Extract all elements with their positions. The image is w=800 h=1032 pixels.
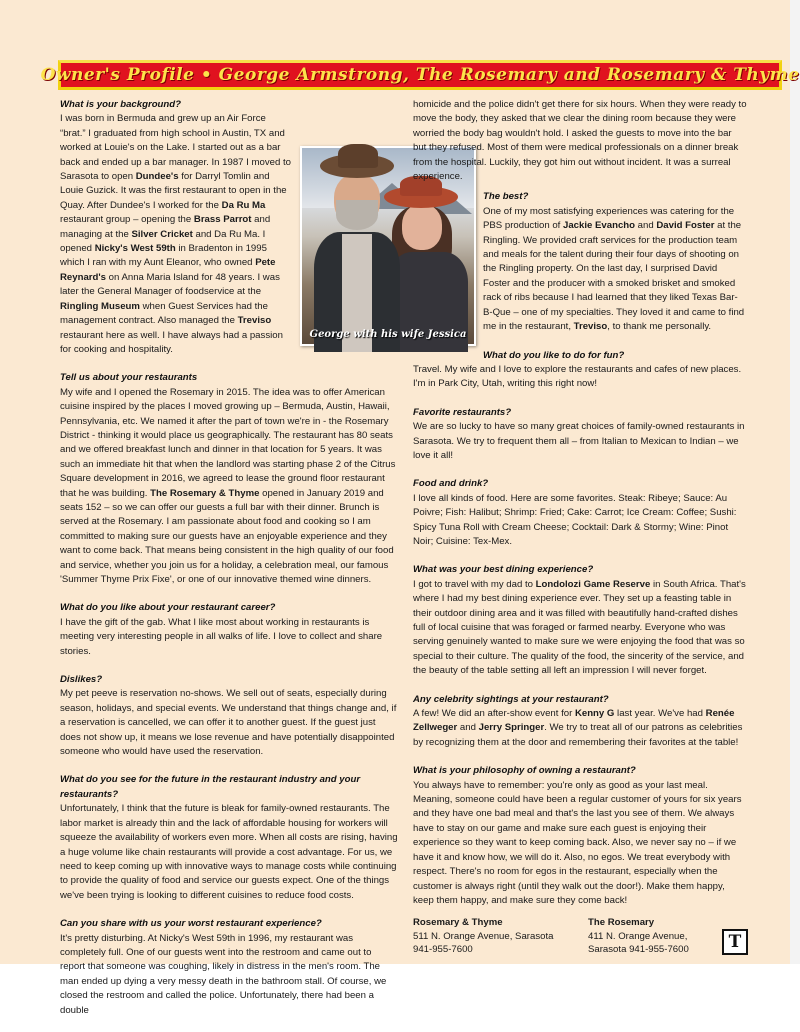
question-heading: Dislikes? — [60, 674, 103, 686]
answer-paragraph: We are so lucky to have so many great choices of family-owned restaurants in Sarasota. We try to frequent them all – from Italian to Mexican to Indian – we love it all! — [413, 421, 745, 461]
left-column — [60, 98, 398, 1032]
question-heading: Any celebrity sightings at your restaurant? — [413, 693, 609, 705]
answer-paragraph: My wife and I opened the Rosemary in 2015. The idea was to offer American cuisine inspired by the places I moved growing up – Bermuda, Austin, Hawaii, Pennsylvania, etc. We named it after the part of town we're in - the Rosemary District - thinking it would place us geographically. The restaurant has 80 seats and we offered breakfast lunch and dinner in that location for 5 years. It was such an immediate hit that when the landlord was starting phase 2 of the Citrus Square development in 2016, we agreed to lease the ground floor restaurant that he was building. The Rosemary & Thyme opened in January 2019 and seats 152 – so we can offer our guests a full bar with their dinner. Brunch is served at the Rosemary. I am passionate about food and cooking so I am committed to making sure our guests have an enjoyable experience and they want to come back. That means being consistent in the high quality of our food and service, whether you join us for a holiday, a celebration meal, our famous 'Summer Thyme Prix Fixe', or one of our innovative themed wine dinners. — [60, 386, 396, 585]
address-line: 511 N. Orange Avenue, Sarasota — [413, 930, 554, 942]
question-heading: Favorite restaurants? — [413, 406, 512, 418]
question-heading: What do you like about your restaurant career? — [60, 602, 276, 614]
answer-text: I was born in Bermuda and grew up an Air Force “brat.” I graduated from high school in Austin, TX and worked at Louie's on the Lake. I started out as a bar back and ended up a bar manager. In 1987 I moved to Sarasota to open Dundee's for Darryl Tomlin and Louie Guzick. It was the first restaurant to open in the Quay. After Dundee's I worked for the Da Ru Ma restaurant group – opening the Brass Parrot and managing at the Silver Cricket and Da Ru Ma. I opened Nicky's West 59th in Bradenton in 1995 which I ran with my Aunt Eleanor, who owned Pete Reynard's on Anna Maria Island for 48 years. I was later the General Manager of foodservice at the Ringling Museum when Guest Services had the management contract. Also managed the Treviso restaurant here as well. I have always had a passion for cooking and hospitality. — [60, 113, 291, 355]
answer-paragraph: I love all kinds of food. Here are some favorites. Steak: Ribeye; Sauce: Au Poivre; Fish: Halibut; Shrimp: Fried; Cake: Carrot; Ice Cream: Coffee; Sushi: Spicy Tuna Roll with Cream Cheese; Cocktail: Dark & Stormy; Wine: Pinot Noir; Cuisine: Tex-Mex. — [413, 492, 737, 547]
answer-paragraph: You always have to remember: you're only as good as your last meal. Meaning, someone could have been a regular customer of yours for six years and they have one bad meal and that's the last you see of them. We always have to stay on our game and make sure each guest is enjoying their experience so they want to keep coming back. Also, we never say no – if we have it and know how, we will do it. Also, no egos. We treat everybody with respect. There's no room for egos in the restaurant, especially when the customer is always right (until they walk out the door!). Make them happy, keep them happy, and make sure they come back! — [413, 779, 742, 906]
restaurant-name: Rosemary & Thyme — [413, 917, 503, 928]
section-banner — [40, 60, 800, 90]
photo-caption: George with his wife Jessica — [309, 329, 467, 340]
answer-paragraph: My pet peeve is reservation no-shows. We sell out of seats, especially during season, holidays, and special events. We understand that things change and, if a reservation is cancelled, we can offer it to another guest. If the guest just does not show up, it means we lose revenue and have potentially disappointed someone who would have used the reservation. — [60, 688, 397, 758]
banner-title: Owner's Profile • George Armstrong, The Rosemary and Rosemary & Thyme — [40, 65, 800, 85]
address-the-rosemary — [588, 916, 689, 957]
question-heading: Can you share with us your worst restaurant experience? — [60, 918, 322, 930]
address-line: Sarasota 941-955-7600 — [588, 944, 689, 955]
answer-paragraph: I have the gift of the gab. What I like most about working in restaurants is meeting very interesting people in all walks of life. I love to collect and share stories. — [60, 616, 383, 657]
address-line: 411 N. Orange Avenue, — [588, 930, 688, 942]
answer-paragraph: One of my most satisfying experiences was catering for the PBS production of Jackie Evancho and David Foster at the Ringling. We provided craft services for the production team and meals for the talent during their four days of shooting on the Ringling property. On the last day, I surprised David Foster and the producer with a smoked brisket and smoked rack of ribs because I had learned that they liked Texas Bar-B-Que – one of my specialties. They loved it and came to find me in the restaurant, Treviso, to thank me personally. — [483, 205, 745, 333]
answer-paragraph: A few! We did an after-show event for Kenny G last year. We've had Renée Zellweger and Jerry Springer. We try to treat all of our patrons as celebrities by recognizing them at the door and remembering their favorites at the table! — [413, 708, 743, 748]
answer-paragraph: It's pretty disturbing. At Nicky's West 59th in 1996, my restaurant was completely full. One of our guests went into the restroom and came out to report that someone was coughing, likely in distress in the men's room. The man ended up dying a very messy death in the bathroom stall. Of course, we closed the restroom and called the police. Unfortunately, there had been a double — [60, 932, 387, 1016]
right-column — [413, 98, 747, 922]
answer-paragraph: I got to travel with my dad to Londolozi Game Reserve in South Africa. That's where I had my best dining experience ever. They set up a feasting table in their outdoor dining area and it was filled with beautifully hand-crafted dishes full of local cuisine that was foraged or farmed nearby. Everyone who was serving genuinely wanted to make sure we were enjoying the food that was so special to their culture. The quality of the food, the sincerity of the service, and the beauty of the table setting all left an impression I will never forget. — [413, 578, 746, 677]
question-heading: What was your best dining experience? — [413, 564, 594, 576]
question-heading: The best? — [483, 191, 529, 203]
question-heading: What is your background? — [60, 99, 181, 110]
publication-logo-icon: T — [722, 929, 748, 955]
question-heading: What do you see for the future in the restaurant industry and your restaurants? — [60, 774, 361, 800]
answer-text: homicide and the police didn't get there for six hours. When they were ready to move the body, they asked that we clear the dining room because they were worried the body bag wouldn't hold. I asked the guests to move into the bar but they refused. Most of them were medical professionals on a dinner break from the hospital. Luckily, they got him out without incident. It was a surreal experience. — [413, 99, 747, 183]
question-heading: Tell us about your restaurants — [60, 372, 198, 384]
question-heading: What do you like to do for fun? — [483, 349, 625, 361]
question-heading: What is your philosophy of owning a restaurant? — [413, 765, 636, 777]
answer-paragraph: Unfortunately, I think that the future is bleak for family-owned restaurants. The labor market is already thin and the lack of affordable housing for workers will squeeze the availability of workers even more. When all costs are rising, having a huge volume like chain restaurants will provide a cost advantage. For us, we need to keep coming up with innovative ways to manage costs while continuing to provide the quality of food and service our guests expect. One of the things we've been trying is looking to different cuisines to reduce food costs. — [60, 803, 398, 901]
answer-paragraph — [413, 98, 747, 184]
answer-paragraph — [60, 112, 398, 357]
restaurant-name: The Rosemary — [588, 917, 655, 928]
page-edge — [790, 0, 800, 964]
question-heading: Food and drink? — [413, 478, 489, 490]
address-rosemary-thyme — [413, 916, 553, 957]
phone-number: 941-955-7600 — [413, 944, 473, 955]
answer-paragraph: Travel. My wife and I love to explore the restaurants and cafes of new places. I'm in Park City, Utah, writing this right now! — [413, 363, 742, 390]
